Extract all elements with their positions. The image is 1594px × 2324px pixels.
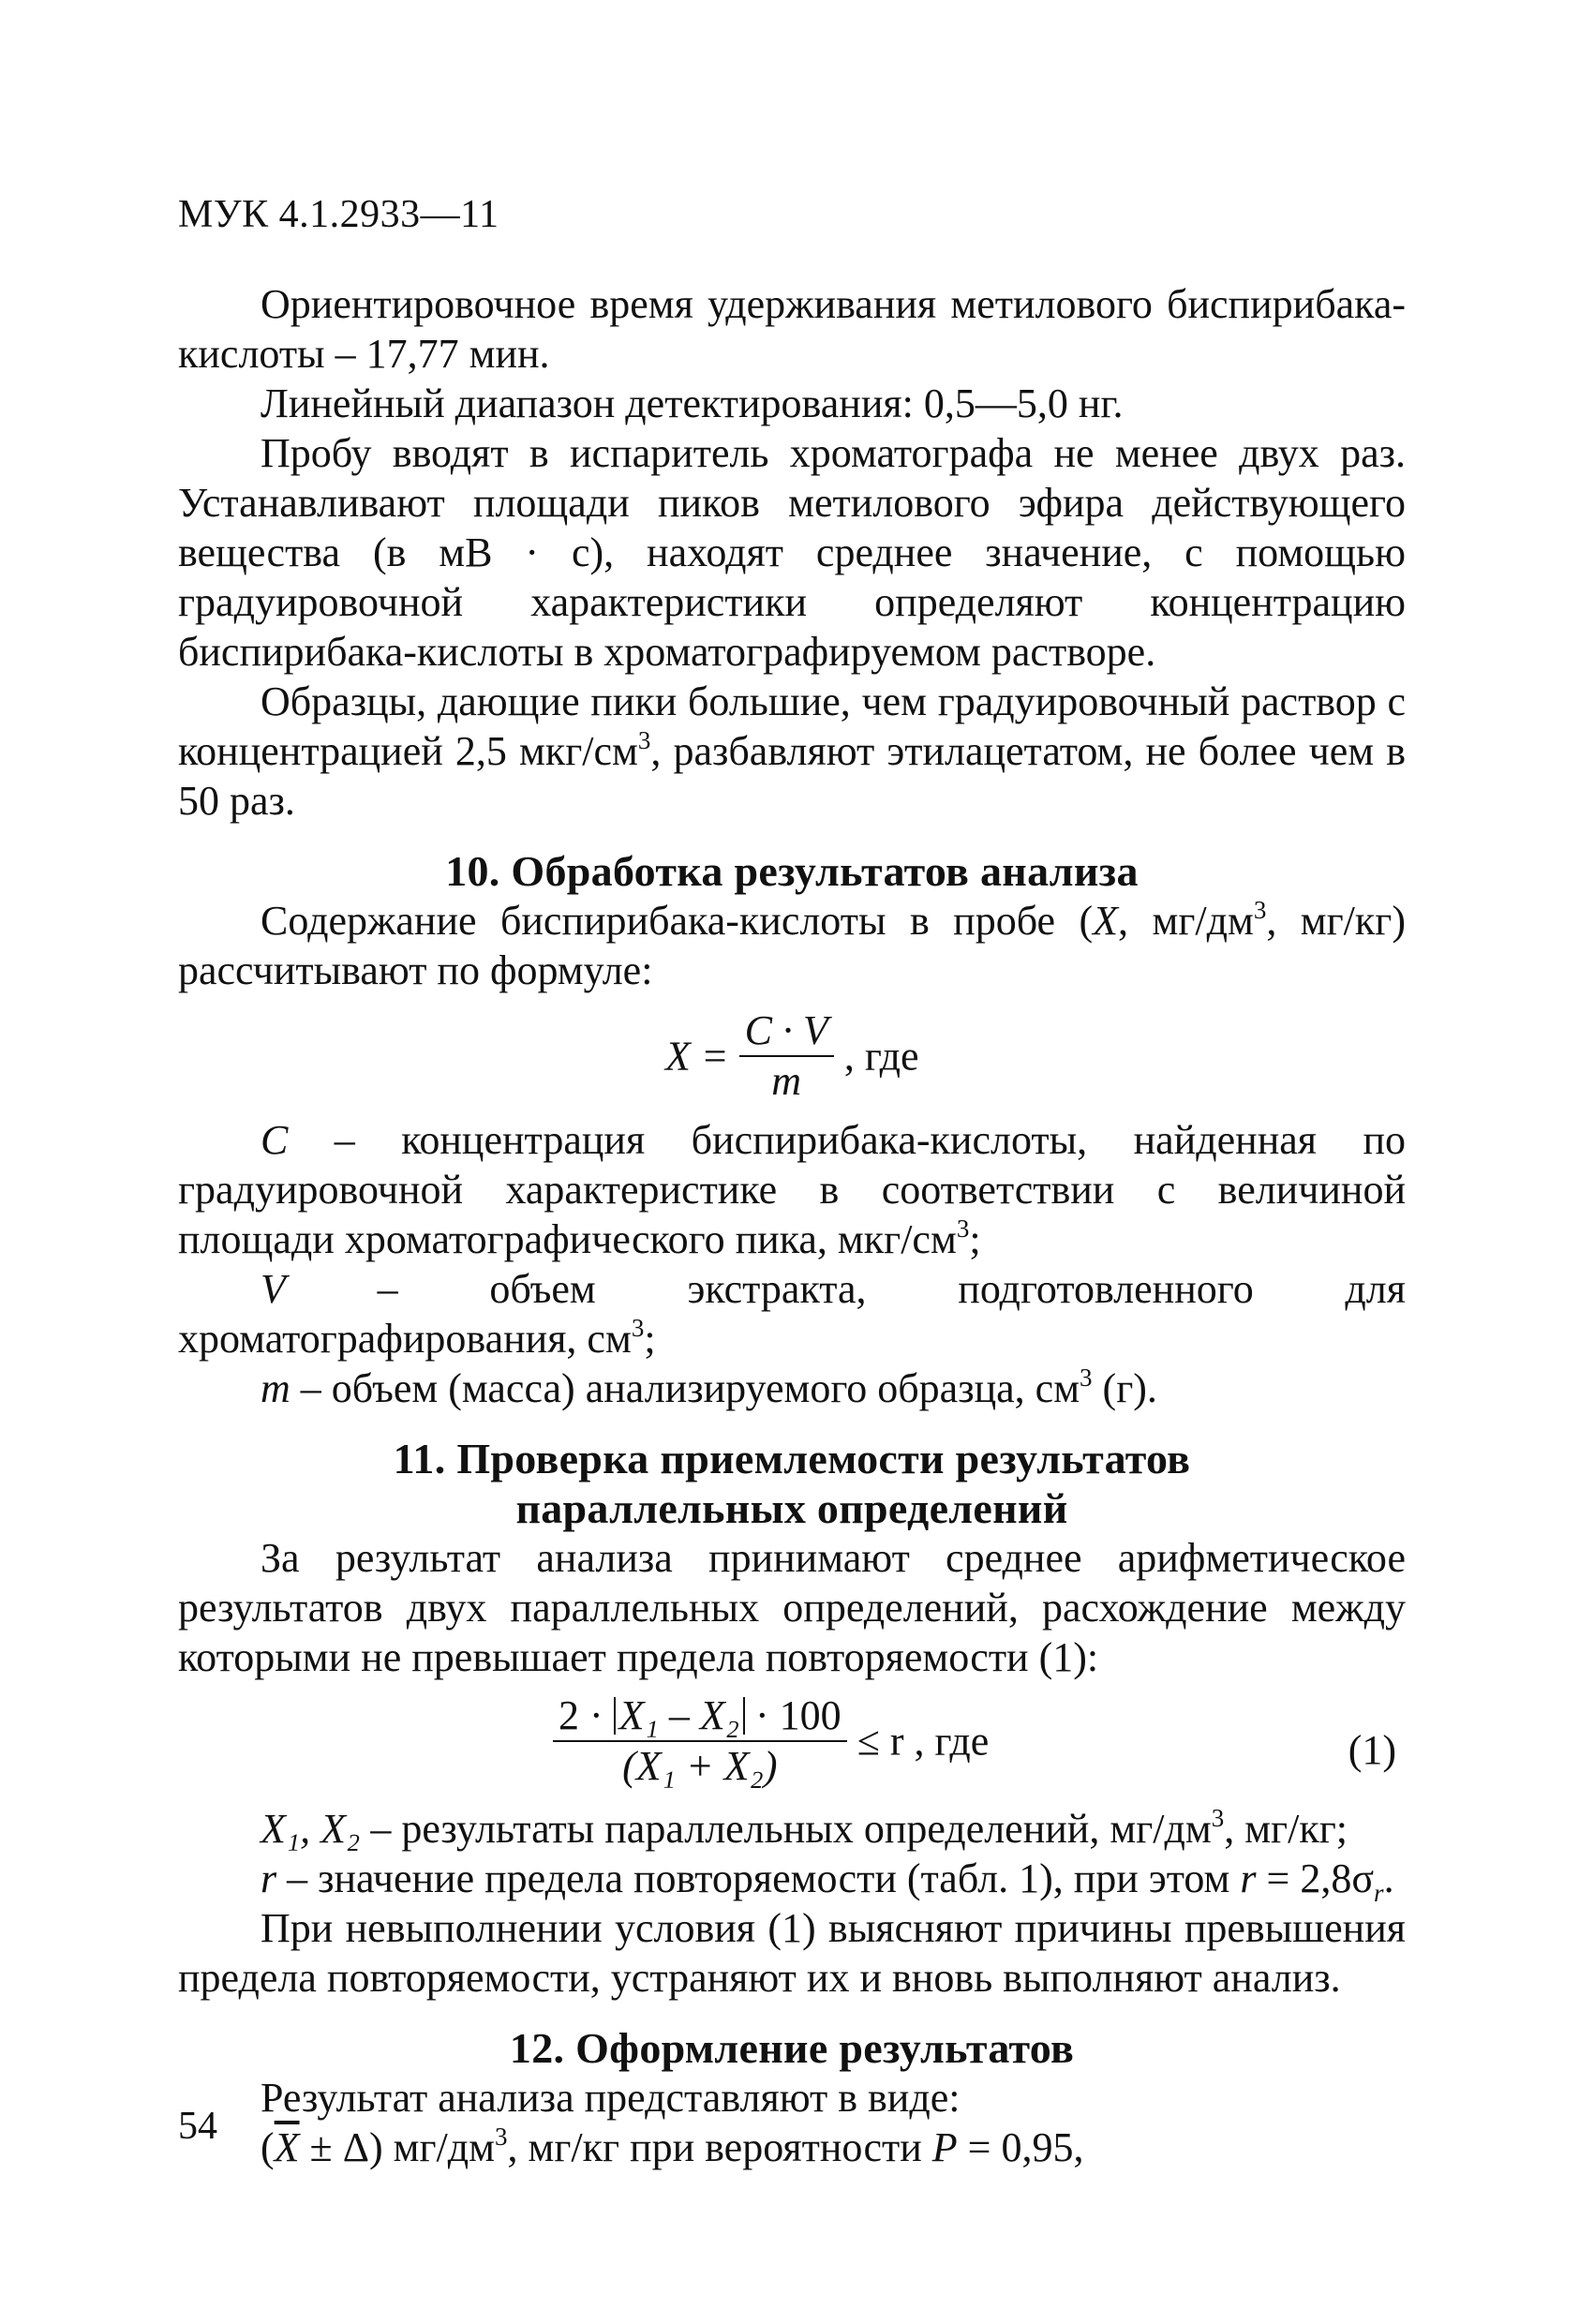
formula-lhs: X = [665, 1033, 729, 1080]
body-text [178, 279, 1406, 2172]
formula-numerator: C · V [739, 1006, 834, 1057]
repeatability-denominator: (X₁ + X₂) [622, 1743, 778, 1789]
formula-x [178, 1006, 1406, 1110]
formula-suffix: , где [843, 1033, 919, 1080]
repeatability-fraction [553, 1691, 847, 1791]
paragraph-linear-range: Линейный диапазон детектирования: 0,5—5,0 нг. [261, 380, 1124, 426]
definition-r: r – значение предела повторяемости (табл. 1), при этом $r = 2,8\sigma_r$. [261, 1855, 1394, 1907]
document-id-header: МУК 4.1.2933—11 [178, 193, 499, 236]
definition-x1-x2: X₁, X₂ – результаты параллельных определений, $мг/дм^3$, мг/кг; [261, 1804, 1348, 1852]
paragraph-failure: При невыполнении условия (1) выясняют причины превышения предела повторяемости, устраняют их и вновь выполняют анализ. [178, 1905, 1406, 2001]
paragraph-dilution: Образцы, дающие пики большие, чем градуировочный раствор с концентрацией 2,5 мкг/$см^3$, разбавляют этилацетатом, не более чем в 50 раз. [178, 678, 1406, 824]
definition-m: m – объем (масса) анализируемого образца, $см^3$ (г). [261, 1363, 1157, 1411]
formula-repeatability [178, 1691, 1406, 1804]
repeatability-rhs: ≤ r , где [857, 1718, 990, 1765]
section-12-paragraph-1: Результат анализа представляют в виде: [261, 2075, 961, 2121]
section-12-paragraph-2: $(\overline{X} \pm \Delta)$ $мг/дм^3$, мг/кг при вероятности P = 0,95, [261, 2123, 1084, 2170]
page-number: 54 [178, 2105, 217, 2148]
paragraph-injection: Пробу вводят в испаритель хроматографа не менее двух раз. Устанавливают площади пиков метилового эфира действующего вещества (в мВ · с), находят среднее значение, с помощью градуировочной характеристики определяют концентрацию биспирибака-кислоты в хроматографируемом растворе. [178, 430, 1406, 675]
section-10-heading: 10. Обработка результатов анализа [445, 847, 1139, 895]
paragraph-retention-time: Ориентировочное время удерживания метилового биспирибака-кислоты – 17,77 мин. [178, 281, 1406, 377]
section-10-intro: Содержание биспирибака-кислоты в пробе (X, $мг/дм^3$, мг/кг) рассчитывают по формуле: [178, 896, 1406, 993]
section-11-heading-line1: 11. Проверка приемлемости результатов [393, 1435, 1191, 1482]
formula-denominator: m [771, 1058, 802, 1104]
equation-number: (1) [1348, 1727, 1396, 1773]
section-11-intro: За результат анализа принимают среднее арифметическое результатов двух параллельных определений, расхождение между которыми не превышает предела повторяемости (1): [178, 1535, 1406, 1680]
repeatability-numerator: 2 · X₁ – X₂ · 100 [553, 1691, 847, 1742]
formula-fraction [739, 1006, 834, 1106]
definition-v: V – объем экстракта, подготовленного для хроматографирования, $см^3$; [178, 1266, 1406, 1362]
section-12-heading: 12. Оформление результатов [509, 2024, 1075, 2072]
section-11-heading-line2: параллельных определений [515, 1484, 1068, 1532]
definition-c: C – концентрация биспирибака-кислоты, найденная по градуировочной характеристике в соответствии с величиной площади хроматографического пика, мкг/$см^3$; [178, 1117, 1406, 1262]
